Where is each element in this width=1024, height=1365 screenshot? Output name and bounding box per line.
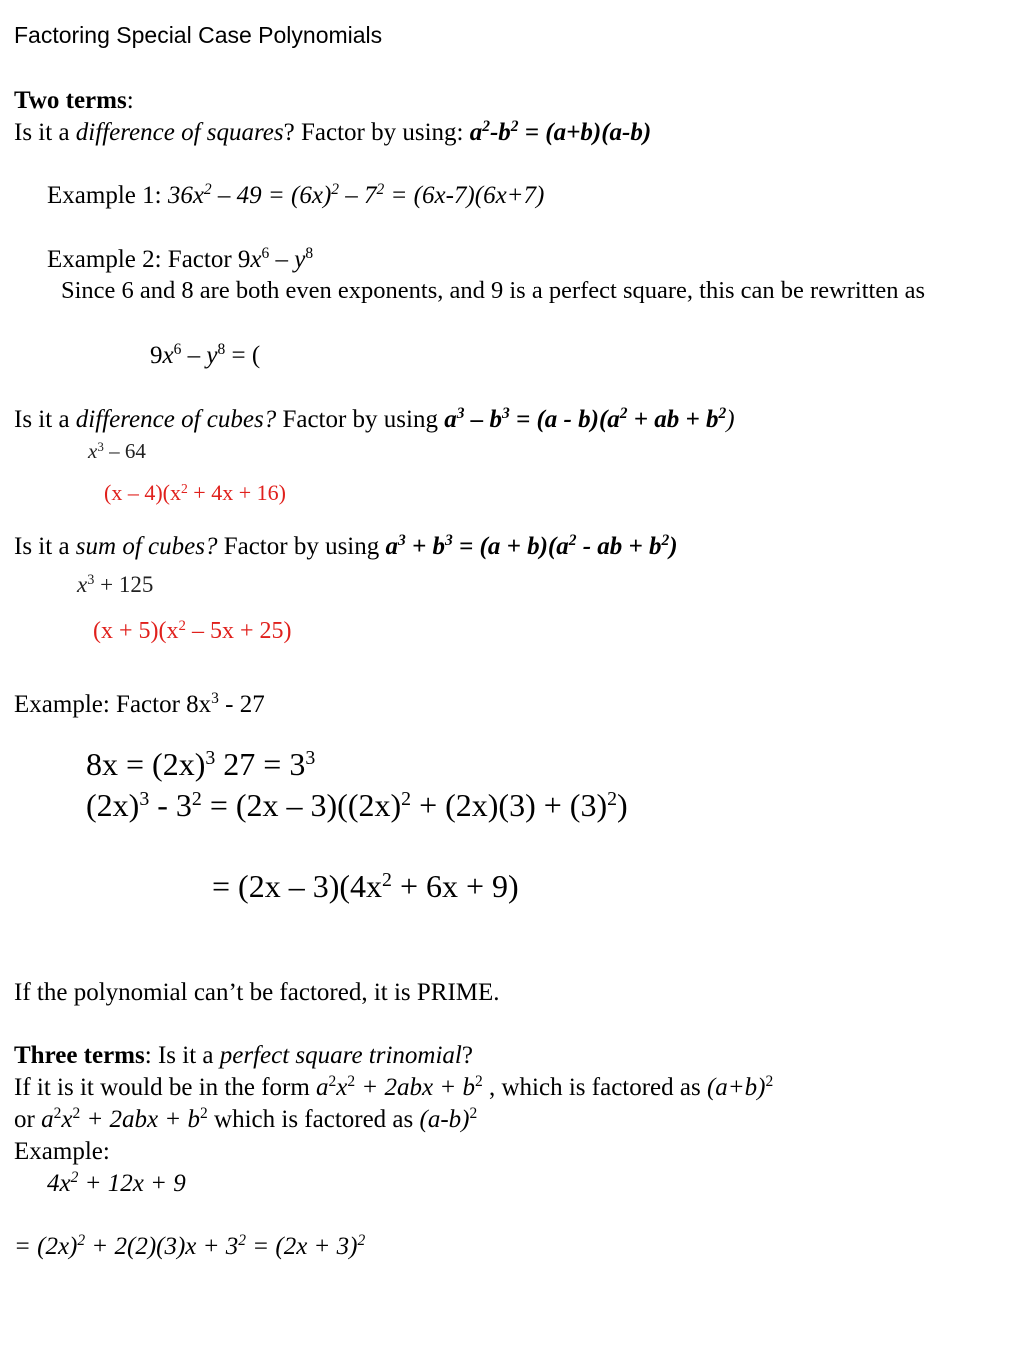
step-3-b: + 6x + 9) — [391, 868, 519, 904]
exp-2: 2 — [718, 405, 727, 423]
exp-2: 2 — [203, 181, 212, 199]
two-terms-colon: : — [126, 87, 134, 114]
soc-f4: - ab + b — [576, 533, 662, 560]
example-2-y: y — [294, 246, 306, 273]
exp-2: 2 — [607, 788, 618, 811]
pst-result-c: = (2x + 3) — [246, 1233, 358, 1260]
pst-term: perfect square trinomial — [219, 1042, 462, 1069]
example-step-3 — [212, 870, 519, 902]
form-2-x: x — [61, 1106, 73, 1133]
difference-of-squares-question — [14, 120, 651, 145]
difference-of-cubes-question — [14, 407, 735, 432]
pst-form-line-1 — [14, 1075, 773, 1100]
exp-2: 2 — [200, 1105, 208, 1123]
doc-f1: a — [444, 406, 457, 433]
example-1-label: Example 1: — [47, 182, 168, 209]
exp-3: 3 — [139, 788, 150, 811]
doc-example-rest: – 64 — [103, 439, 146, 463]
form-2-result: (a-b) — [419, 1106, 470, 1133]
exp-2: 2 — [765, 1073, 774, 1091]
exp-8: 8 — [217, 343, 226, 359]
dos-term: difference of squares — [75, 119, 284, 146]
soc-example-x: x — [77, 572, 88, 597]
sum-of-cubes-example — [77, 573, 153, 596]
exp-6: 6 — [173, 343, 182, 359]
since-text: Since 6 and 8 are both even exponents, and 9 is a perfect square, this can be rewritten as — [61, 277, 925, 304]
example-2-x: x — [250, 246, 262, 273]
exp-3: 3 — [211, 690, 219, 708]
doc-answer-b: + 4x + 16) — [187, 480, 286, 505]
example-factor-rest: - 27 — [218, 691, 265, 718]
dos-formula-mid: -b — [489, 119, 511, 146]
example-2 — [47, 247, 313, 272]
pst-example-result — [14, 1234, 365, 1259]
exp-2: 2 — [619, 405, 628, 423]
pst-example-label: Example: — [14, 1138, 110, 1165]
pst-example-a: 4x — [47, 1170, 71, 1197]
exp-2: 2 — [180, 480, 188, 496]
prime-statement: If the polynomial can’t be factored, it is PRIME. — [14, 979, 500, 1006]
rewrite-mid: – — [181, 343, 207, 369]
pst-result-b: + 2(2)(3)x + 3 — [85, 1233, 239, 1260]
exp-2: 2 — [238, 1232, 247, 1250]
exp-2: 2 — [510, 118, 519, 136]
doc-f3: = (a - b)(a — [509, 406, 620, 433]
pst-example-b: + 12x + 9 — [78, 1170, 186, 1197]
three-terms-q-post: ? — [461, 1042, 473, 1069]
form-1-result: (a+b) — [706, 1074, 766, 1101]
step-2-c: = (2x – 3)((2x) — [201, 787, 402, 823]
exp-2: 2 — [357, 1232, 366, 1250]
form-2-pre: or — [14, 1106, 42, 1133]
pst-example-expression — [47, 1171, 186, 1196]
form-2-a: a — [41, 1106, 54, 1133]
example-step-2 — [86, 789, 628, 821]
exp-3: 3 — [398, 532, 406, 550]
doc-question-post: Factor by using — [276, 406, 445, 433]
exp-2: 2 — [77, 1232, 86, 1250]
exp-3: 3 — [305, 747, 316, 770]
example-1-d: = (6x-7)(6x+7) — [384, 182, 545, 209]
doc-f2: – b — [464, 406, 502, 433]
exp-3: 3 — [445, 532, 453, 550]
example-step-1 — [86, 748, 315, 780]
step-2-d: + (2x)(3) + (3) — [411, 787, 608, 823]
sum-of-cubes-question — [14, 534, 678, 559]
dos-formula-a: a — [469, 119, 483, 146]
three-terms-heading — [14, 1043, 473, 1068]
rewritten-expression — [150, 343, 263, 373]
example-factor-label — [14, 692, 265, 717]
exp-2: 2 — [568, 532, 577, 550]
exp-3: 3 — [87, 572, 95, 589]
soc-answer-b: – 5x + 25) — [185, 618, 292, 644]
example-1 — [47, 183, 544, 208]
doc-f4: + ab + b — [627, 406, 719, 433]
exp-2: 2 — [475, 1073, 483, 1091]
form-1-x: x — [336, 1074, 348, 1101]
step-2-b: - 3 — [149, 787, 192, 823]
page-title: Factoring Special Case Polynomials — [14, 22, 383, 48]
soc-term: sum of cubes? — [75, 533, 218, 560]
step-1-b: 27 = 3 — [215, 746, 306, 782]
form-1-post: , which is factored as — [482, 1074, 707, 1101]
exp-2: 2 — [72, 1105, 81, 1123]
example-factor-text: Example: Factor 8x — [14, 691, 212, 718]
exp-3: 3 — [97, 438, 104, 454]
soc-f3: = (a + b)(a — [452, 533, 569, 560]
exp-2: 2 — [469, 1105, 478, 1123]
rewrite-9: 9 — [150, 343, 163, 369]
step-2-e: ) — [617, 787, 628, 823]
soc-f5: ) — [669, 533, 678, 560]
form-2-mid: + 2abx + b — [80, 1106, 201, 1133]
dos-question-pre: Is it a — [14, 119, 76, 146]
example-1-b: – 49 = (6x) — [211, 182, 332, 209]
example-1-a: 36x — [167, 182, 204, 209]
exp-2: 2 — [482, 118, 490, 136]
form-1-a: a — [316, 1074, 329, 1101]
exp-2: 2 — [53, 1105, 62, 1123]
two-terms-heading — [14, 88, 134, 113]
example-1-c: – 7 — [339, 182, 377, 209]
exp-2: 2 — [376, 181, 385, 199]
soc-example-rest: + 125 — [94, 572, 154, 597]
difference-of-cubes-example — [88, 438, 146, 463]
soc-f2: + b — [405, 533, 445, 560]
exp-8: 8 — [305, 245, 314, 263]
exp-3: 3 — [501, 405, 510, 423]
rewrite-y: y — [206, 343, 218, 369]
exp-3: 3 — [205, 747, 216, 770]
step-3-a: = (2x – 3)(4x — [212, 868, 383, 904]
step-2-a: (2x) — [86, 787, 140, 823]
doc-example-x: x — [88, 439, 98, 463]
exp-2: 2 — [382, 869, 392, 892]
exp-6: 6 — [261, 245, 270, 263]
three-terms-q-pre: : Is it a — [144, 1042, 220, 1069]
sum-of-cubes-answer — [93, 619, 291, 643]
exp-2: 2 — [401, 788, 412, 811]
doc-answer-a: (x – 4)(x — [104, 480, 181, 505]
soc-question-pre: Is it a — [14, 533, 76, 560]
soc-question-post: Factor by using — [217, 533, 386, 560]
example-2-mid: – — [269, 246, 295, 273]
doc-term: difference of cubes? — [75, 406, 277, 433]
form-2-post: which is factored as — [207, 1106, 420, 1133]
dos-formula-end: = (a+b)(a-b) — [518, 119, 652, 146]
two-terms-label: Two terms — [14, 87, 127, 114]
exp-2: 2 — [347, 1073, 356, 1091]
pst-form-line-2 — [14, 1107, 477, 1132]
doc-f5: ) — [726, 406, 735, 433]
exp-2: 2 — [178, 617, 186, 634]
dos-question-post: ? Factor by using: — [283, 119, 470, 146]
difference-of-cubes-answer — [104, 482, 286, 504]
exp-2: 2 — [191, 788, 202, 811]
soc-answer-a: (x + 5)(x — [93, 618, 179, 644]
rewrite-x: x — [162, 343, 174, 369]
step-1-a: 8x = (2x) — [86, 746, 206, 782]
exp-2: 2 — [661, 532, 670, 550]
exp-2: 2 — [70, 1169, 79, 1187]
pst-result-a: = (2x) — [14, 1233, 78, 1260]
doc-question-pre: Is it a — [14, 406, 76, 433]
exp-3: 3 — [456, 405, 465, 423]
rewrite-end: = ( — [225, 343, 261, 369]
exp-2: 2 — [331, 181, 340, 199]
soc-f1: a — [385, 533, 398, 560]
form-1-mid: + 2abx + b — [355, 1074, 475, 1101]
three-terms-label: Three terms — [14, 1042, 145, 1069]
form-1-pre: If it is it would be in the form — [14, 1074, 317, 1101]
example-2-label: Example 2: Factor 9 — [47, 246, 251, 273]
exp-2: 2 — [328, 1073, 337, 1091]
